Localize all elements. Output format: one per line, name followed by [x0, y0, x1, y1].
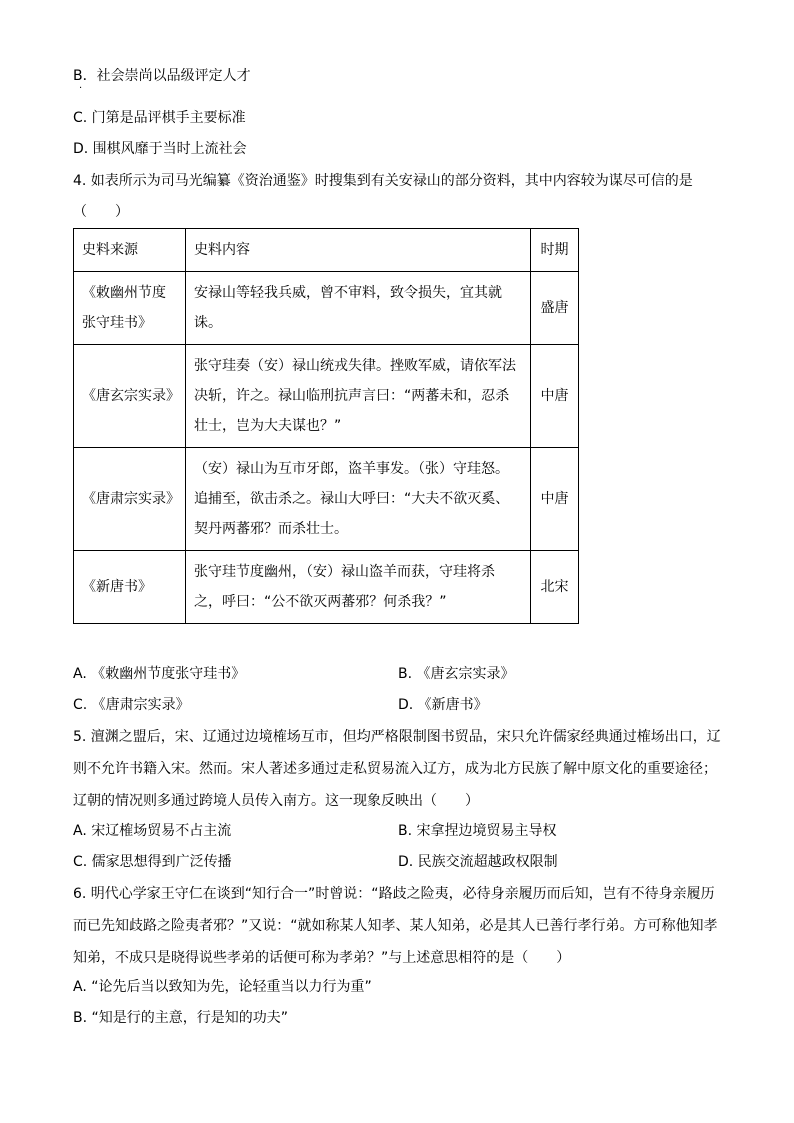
table-header-cell: 时期 — [531, 229, 579, 272]
source-cell: 《唐肃宗实录》 — [74, 448, 186, 551]
q6-option-b: B. “知是行的主意，行是知的功夫” — [73, 1010, 289, 1026]
content-cell: （安）禄山为互市牙郎，盗羊事发。（张）守珪怒。追捕至，欲击杀之。禄山大呼曰：“大夫不欲灭奚、契丹两蕃邪？而杀壮士。 — [186, 448, 531, 551]
q5-option-b: B. 宋拿捏边境贸易主导权 — [398, 823, 557, 839]
q6-stem: 6. 明代心学家王守仁在谈到“知行合一”时曾说：“路歧之险夷，必待身亲履历而后知，岂有不待身亲履历而已先知歧路之险夷者邪？”又说：“就如称某人知孝、某人知弟，必是其人已善行孝行弟。方可称他知孝知弟，不成只是晓得说些孝弟的话便可称为孝弟？”与上述意思相符的是（ ） — [73, 886, 718, 966]
q4-option-c: C. 《唐肃宗实录》 — [73, 697, 190, 713]
table-row — [74, 272, 579, 345]
source-cell: 《唐玄宗实录》 — [74, 345, 186, 448]
q5-option-d: D. 民族交流超越政权限制 — [398, 854, 558, 870]
period-cell: 中唐 — [531, 448, 579, 551]
content-cell: 张守珪奏（安）禄山统戎失律。挫败军威，请依军法决斩，许之。禄山临刑抗声言曰：“两蕃未和，忍杀壮士，岂为大夫谋也？” — [186, 345, 531, 448]
q3-option-b: B．社会崇尚以品级评定人才 — [73, 68, 251, 84]
q4-stem: 4. 如表所示为司马光编纂《资治通鉴》时搜集到有关安禄山的部分资料，其中内容较为谋尽可信的是 — [73, 173, 693, 189]
table-header-cell: 史料内容 — [186, 229, 531, 272]
table-row — [74, 551, 579, 624]
dot-mark: · — [79, 83, 83, 94]
table-row — [74, 448, 579, 551]
source-cell: 《敕幽州节度张守珪书》 — [74, 272, 186, 345]
q4-option-d: D. 《新唐书》 — [398, 697, 488, 713]
q3-option-c: C. 门第是品评棋手主要标准 — [73, 110, 246, 126]
content-cell: 张守珪节度幽州，（安）禄山盗羊而获，守珪将杀之，呼曰：“公不欲灭两蕃邪？何杀我？” — [186, 551, 531, 624]
table-header-row — [74, 229, 579, 272]
q5-option-a: A. 宋辽榷场贸易不占主流 — [73, 823, 232, 839]
table-header-cell: 史料来源 — [74, 229, 186, 272]
q5-option-c: C. 儒家思想得到广泛传播 — [73, 854, 232, 870]
q4-answer-blank: （ ） — [73, 204, 129, 220]
q4-option-a: A. 《敕幽州节度张守珪书》 — [73, 666, 246, 682]
source-table — [73, 228, 579, 624]
table-row — [74, 345, 579, 448]
q4-option-b: B. 《唐玄宗实录》 — [398, 666, 515, 682]
period-cell: 北宋 — [531, 551, 579, 624]
period-cell: 盛唐 — [531, 272, 579, 345]
content-cell: 安禄山等轻我兵威，曾不审料，致令损失，宜其就诛。 — [186, 272, 531, 345]
source-cell: 《新唐书》 — [74, 551, 186, 624]
period-cell: 中唐 — [531, 345, 579, 448]
q6-option-a: A. “论先后当以致知为先，论轻重当以力行为重” — [73, 979, 372, 995]
q5-stem: 5. 澶渊之盟后，宋、辽通过边境榷场互市，但均严格限制图书贸品，宋只允许儒家经典通过榷场出口，辽则不允许书籍入宋。然而。宋人著述多通过走私贸易流入辽方，成为北方民族了解中原文化的重要途径；辽朝的情况则多通过跨境人员传入南方。这一现象反映出（ ） — [73, 729, 721, 809]
q3-option-d: D. 围棋风靡于当时上流社会 — [73, 141, 247, 157]
